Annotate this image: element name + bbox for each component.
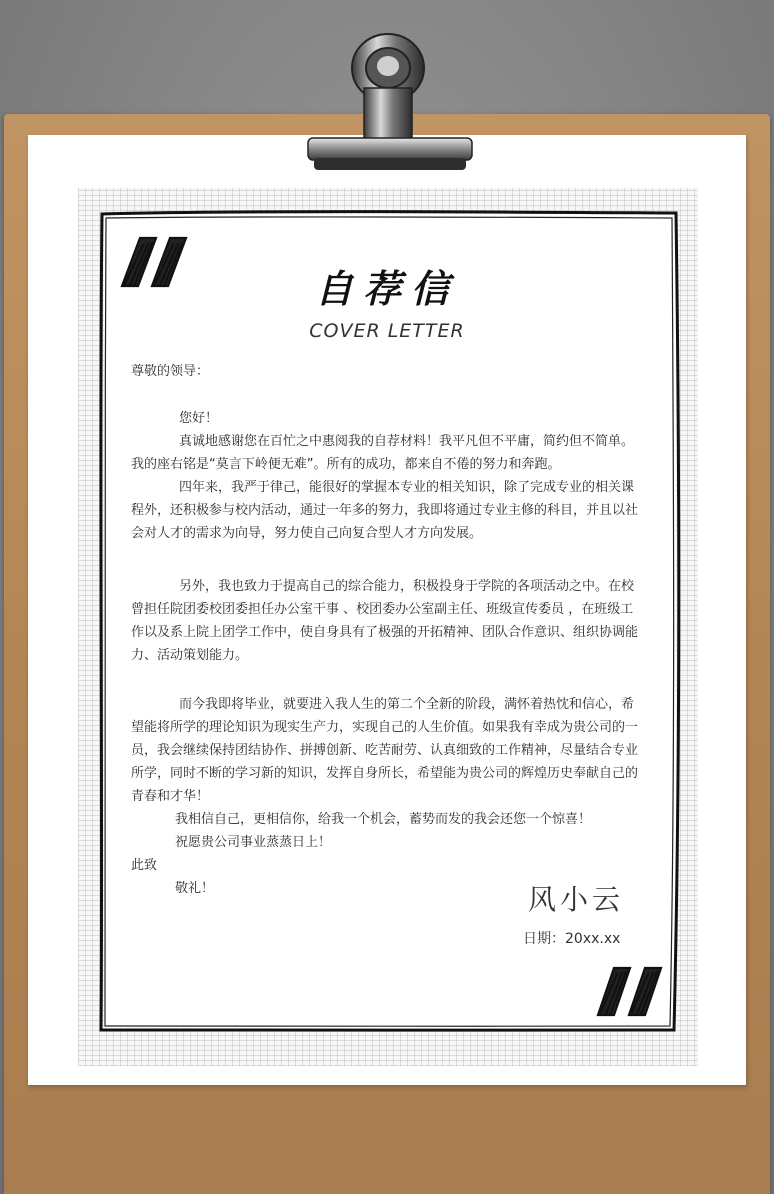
letter-body-2 xyxy=(131,575,646,667)
page-title: 自荐信 xyxy=(314,266,459,311)
regards: 敬礼！ xyxy=(175,881,215,896)
letter-body-3 xyxy=(131,693,646,900)
signature-name: 风小云 xyxy=(528,883,625,916)
greeting: 您好！ xyxy=(179,411,219,426)
salutation-text: 尊敬的领导： xyxy=(131,364,210,379)
paragraph-wish: 祝愿贵公司事业蒸蒸日上！ xyxy=(175,835,332,850)
letter-body xyxy=(131,407,646,545)
letter-date: 日期：20xx.xx xyxy=(523,931,621,947)
page-subtitle: COVER LETTER xyxy=(309,320,465,342)
paragraph-study: 四年来，我严于律己，能很好的掌握本专业的相关知识，除了完成专业的相关课程外，还积极参与校内活动，通过一年多的努力，我即将通过专业主修的科目，并且以社会对人才的需求为向导，努力使自己向复合型人才方向发展。 xyxy=(131,480,639,541)
paragraph-activities: 另外，我也致力于提高自己的综合能力，积极投身于学院的各项活动之中。在校曾担任院团委校团委担任办公室干事 、校团委办公室副主任、班级宣传委员 ，在班级工作以及系上院上团学工作中，使自身具有了极强的开拓精神、团队合作意识、组织协调能力、活动策划能力。 xyxy=(131,579,639,663)
binder-clip-icon xyxy=(300,26,480,176)
paragraph-gratitude: 真诚地感谢您在百忙之中惠阅我的自荐材料！我平凡但不平庸，简约但不简单。我的座右铭是“莫言下岭便无难”。所有的成功，都来自不倦的努力和奔跑。 xyxy=(131,434,635,472)
paragraph-confidence: 我相信自己，更相信你，给我一个机会，蓄势而发的我会还您一个惊喜！ xyxy=(175,812,592,827)
closing: 此致 xyxy=(131,858,158,873)
salutation xyxy=(131,360,646,383)
paragraph-graduation: 而今我即将毕业，就要进入我人生的第二个全新的阶段，满怀着热忱和信心，希望能将所学的理论知识为现实生产力，实现自己的人生价值。如果我有幸成为贵公司的一员，我会继续保持团结协作、拼搏创新、吃苦耐劳、认真细致的工作精神，尽量结合专业所学，同时不断的学习新的知识，发挥自身所长，希望能为贵公司的辉煌历史奉献自己的青春和才华！ xyxy=(131,697,639,804)
